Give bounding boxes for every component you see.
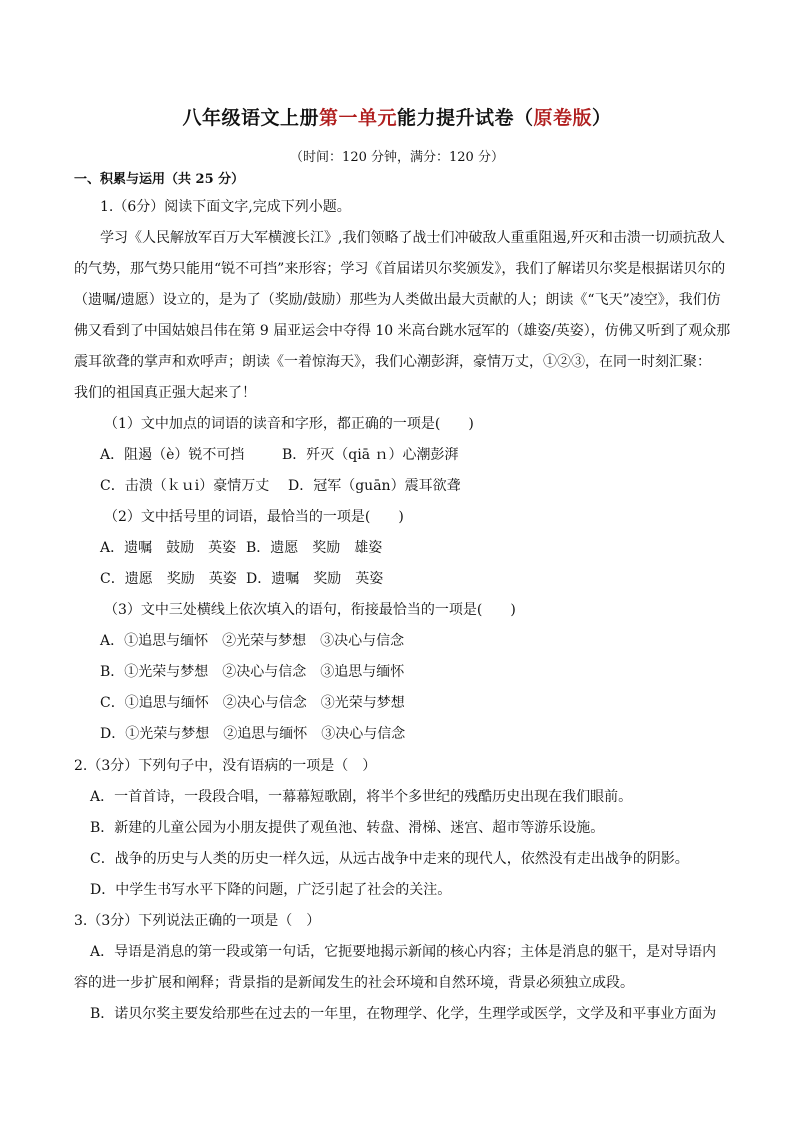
passage-line-4: 佛又看到了中国姑娘吕伟在第 9 届亚运会中夺得 10 米高台跳水冠军的（雄姿/英姿），仿佛又听到了观众那 bbox=[74, 323, 731, 339]
sub2-option-b: B．遗愿 奖励 雄姿 bbox=[246, 540, 383, 556]
q3-option-b-line-1: B．诺贝尔奖主要发给那些在过去的一年里，在物理学、化学，生理学或医学，文学及和平事业方面为 bbox=[90, 1006, 717, 1022]
exam-time-score: （时间：120 分钟，满分：120 分） bbox=[290, 150, 504, 165]
sub1-option-c: C．击溃（ｋｕi）豪情万丈 bbox=[100, 478, 270, 494]
title-suffix: ） bbox=[592, 107, 612, 129]
sub2-option-c: C．遗愿 奖励 英姿 bbox=[100, 571, 237, 587]
title-middle: 能力提升试卷（ bbox=[396, 107, 534, 129]
question-3-stem: 3.（3分）下列说法正确的一项是（ ） bbox=[74, 913, 321, 929]
subquestion-2-stem: （2）文中括号里的词语，最恰当的一项是( ) bbox=[104, 509, 404, 525]
sub3-option-c: C．①追思与缅怀 ②决心与信念 ③光荣与梦想 bbox=[100, 695, 405, 711]
q2-option-b: B．新建的儿童公园为小朋友提供了观鱼池、转盘、滑梯、迷宫、超市等游乐设施。 bbox=[90, 820, 605, 836]
question-2-stem: 2.（3分）下列句子中，没有语病的一项是（ ） bbox=[74, 758, 377, 774]
title-prefix: 八年级语文上册 bbox=[182, 107, 319, 129]
passage-line-5: 震耳欲聋的掌声和欢呼声；朗读《一着惊海天》，我们心潮彭湃，豪情万丈，①②③，在同一时刻汇聚： bbox=[74, 354, 711, 370]
q3-option-a-line-2: 容的进一步扩展和阐释；背景指的是新闻发生的社会环境和自然环境，背景必须独立成段。 bbox=[74, 975, 634, 991]
sub2-option-a: A．遗嘱 鼓励 英姿 bbox=[100, 540, 237, 556]
section-heading: 一、积累与运用（共 25 分） bbox=[74, 172, 245, 187]
sub1-option-a: A．阻遏（è）锐不可挡 bbox=[100, 447, 245, 463]
subquestion-1-stem: （1）文中加点的词语的读音和字形，都正确的一项是( ) bbox=[104, 416, 474, 432]
subquestion-3-stem: （3）文中三处横线上依次填入的语句，衔接最恰当的一项是( ) bbox=[104, 602, 516, 618]
sub3-option-a: A．①追思与缅怀 ②光荣与梦想 ③决心与信念 bbox=[100, 633, 405, 649]
sub1-option-d: D．冠军（guān）震耳欲聋 bbox=[288, 478, 461, 494]
sub3-option-b: B．①光荣与梦想 ②决心与信念 ③追思与缅怀 bbox=[100, 664, 405, 680]
title-unit: 第一单元 bbox=[318, 107, 397, 129]
page-title bbox=[0, 103, 794, 130]
title-version: 原卷版 bbox=[533, 107, 593, 129]
passage-line-2: 的气势，那气势只能用“锐不可挡”来形容；学习《首届诺贝尔奖颁发》，我们了解诺贝尔奖是根据诺贝尔的 bbox=[74, 261, 726, 277]
sub3-option-d: D．①光荣与梦想 ②追思与缅怀 ③决心与信念 bbox=[100, 726, 406, 742]
q2-option-d: D．中学生书写水平下降的问题，广泛引起了社会的关注。 bbox=[90, 882, 452, 898]
q2-option-c: C．战争的历史与人类的历史一样久远，从远古战争中走来的现代人，依然没有走出战争的阴影。 bbox=[90, 851, 689, 867]
passage-line-3: （遗嘱/遗愿）设立的，是为了（奖励/鼓励）那些为人类做出最大贡献的人；朗读《“飞天”凌空》，我们仿 bbox=[74, 292, 721, 308]
passage-line-6: 我们的祖国真正强大起来了！ bbox=[74, 385, 256, 401]
question-1-stem: 1.（6分）阅读下面文字,完成下列小题。 bbox=[100, 199, 351, 215]
passage-line-1: 学习《人民解放军百万大军横渡长江》,我们领略了战士们冲破敌人重重阻遏,歼灭和击溃一切顽抗敌人 bbox=[100, 230, 725, 246]
sub1-option-b: B．歼灭（qiā ｎ）心潮彭湃 bbox=[282, 447, 459, 463]
sub2-option-d: D．遗嘱 奖励 英姿 bbox=[246, 571, 384, 587]
q2-option-a: A．一首首诗，一段段合唱，一幕幕短歌剧，将半个多世纪的残酷历史出现在我们眼前。 bbox=[90, 789, 633, 805]
q3-option-a-line-1: A．导语是消息的第一段或第一句话，它扼要地揭示新闻的核心内容；主体是消息的躯干，是对导语内 bbox=[90, 944, 717, 960]
